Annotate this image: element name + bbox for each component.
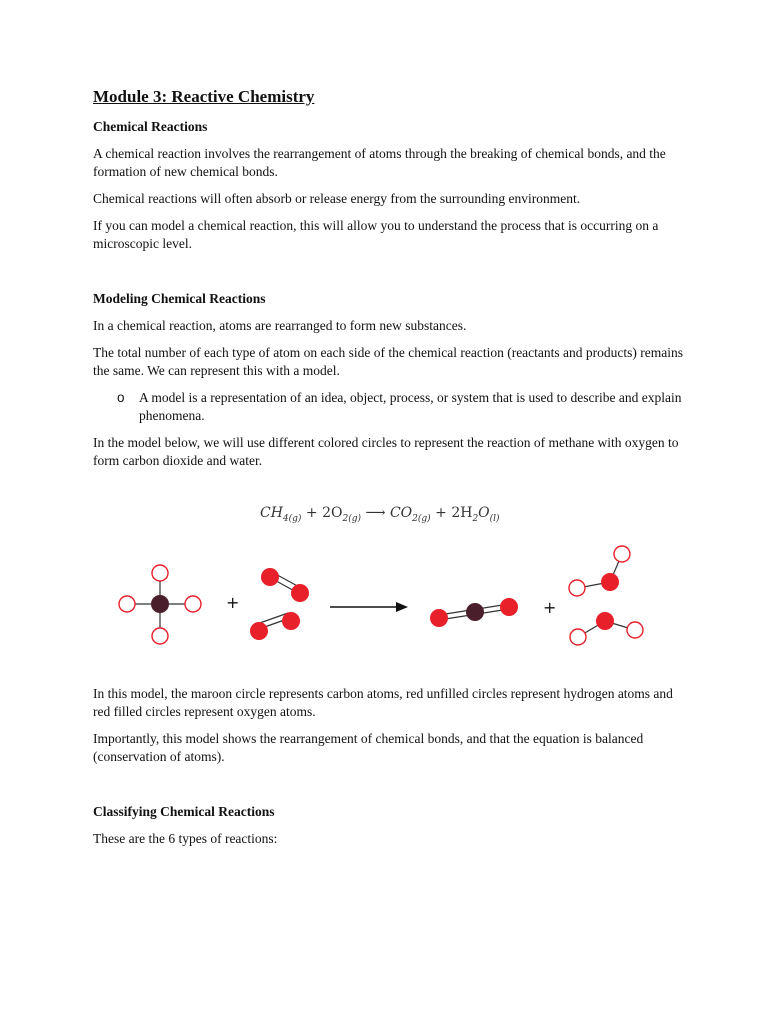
- oxygen-molecule: [250, 612, 300, 640]
- chemical-equation: [260, 505, 500, 524]
- hydrogen-atom: [614, 546, 630, 562]
- hydrogen-atom: [570, 629, 586, 645]
- eq-co: CO: [389, 505, 413, 521]
- oxygen-atom: [596, 612, 614, 630]
- spacer: [93, 262, 683, 290]
- eq-sub: 4(g): [282, 513, 302, 524]
- hydrogen-atom: [152, 628, 168, 644]
- oxygen-atom: [250, 622, 268, 640]
- page-title: Module 3: Reactive Chemistry: [93, 87, 315, 106]
- paragraph: Chemical reactions will often absorb or release energy from the surrounding environment.: [93, 191, 581, 206]
- plus-sign: +: [226, 593, 240, 612]
- section-heading-chemical-reactions: Chemical Reactions: [93, 119, 208, 134]
- paragraph: In the model below, we will use different colored circles to represent the reaction of methane with oxygen to form carbon dioxide and water.: [93, 435, 679, 468]
- methane-molecule: [119, 565, 201, 644]
- oxygen-atom: [500, 598, 518, 616]
- oxygen-atom: [430, 609, 448, 627]
- water-molecule: [570, 612, 643, 645]
- paragraph: The total number of each type of atom on each side of the chemical reaction (reactants and products) remains the same. We can represent this with a model.: [93, 345, 684, 378]
- section-heading-classifying: Classifying Chemical Reactions: [93, 804, 275, 819]
- carbon-atom: [151, 595, 169, 613]
- eq-plus: + 2O: [305, 505, 343, 521]
- hydrogen-atom: [185, 596, 201, 612]
- paragraph: In this model, the maroon circle represents carbon atoms, red unfilled circles represent hydrogen atoms and red filled circles represent oxygen atoms.: [93, 686, 673, 719]
- eq-sub: (l): [489, 513, 500, 524]
- eq-ch: CH: [260, 505, 283, 521]
- paragraph: These are the 6 types of reactions:: [93, 831, 278, 846]
- oxygen-molecule: [261, 568, 309, 602]
- eq-plus: + 2H: [435, 505, 473, 521]
- carbon-dioxide-molecule: [430, 598, 518, 627]
- bullet-item: [93, 389, 683, 425]
- bullet-text: A model is a representation of an idea, object, process, or system that is used to describe and explain phenomena.: [139, 390, 682, 423]
- eq-arrow: ⟶: [365, 505, 386, 521]
- document-body: [93, 86, 683, 479]
- water-molecule: [569, 546, 630, 596]
- hydrogen-atom: [569, 580, 585, 596]
- oxygen-atom: [282, 612, 300, 630]
- paragraph: In a chemical reaction, atoms are rearranged to form new substances.: [93, 318, 467, 333]
- hydrogen-atom: [119, 596, 135, 612]
- eq-sub: 2(g): [342, 513, 361, 524]
- oxygen-atom: [291, 584, 309, 602]
- paragraph: Importantly, this model shows the rearrangement of chemical bonds, and that the equation is balanced (conservation of atoms).: [93, 731, 644, 764]
- carbon-atom: [466, 603, 484, 621]
- plus-sign: +: [543, 598, 557, 617]
- reaction-arrow: [330, 602, 408, 612]
- eq-sub: 2: [472, 513, 479, 524]
- spacer: [93, 775, 683, 803]
- oxygen-atom: [261, 568, 279, 586]
- section-heading-modeling: Modeling Chemical Reactions: [93, 291, 266, 306]
- oxygen-atom: [601, 573, 619, 591]
- bullet-marker: o: [117, 390, 125, 405]
- hydrogen-atom: [627, 622, 643, 638]
- document-body-continued: [93, 685, 683, 857]
- paragraph: If you can model a chemical reaction, this will allow you to understand the process that is occurring on a microscopic level.: [93, 218, 659, 251]
- eq-o: O: [478, 505, 490, 521]
- eq-sub: 2(g): [412, 513, 431, 524]
- hydrogen-atom: [152, 565, 168, 581]
- paragraph: A chemical reaction involves the rearrangement of atoms through the breaking of chemical bonds, and the formation of new chemical bonds.: [93, 146, 666, 179]
- molecule-model-diagram: [0, 535, 768, 655]
